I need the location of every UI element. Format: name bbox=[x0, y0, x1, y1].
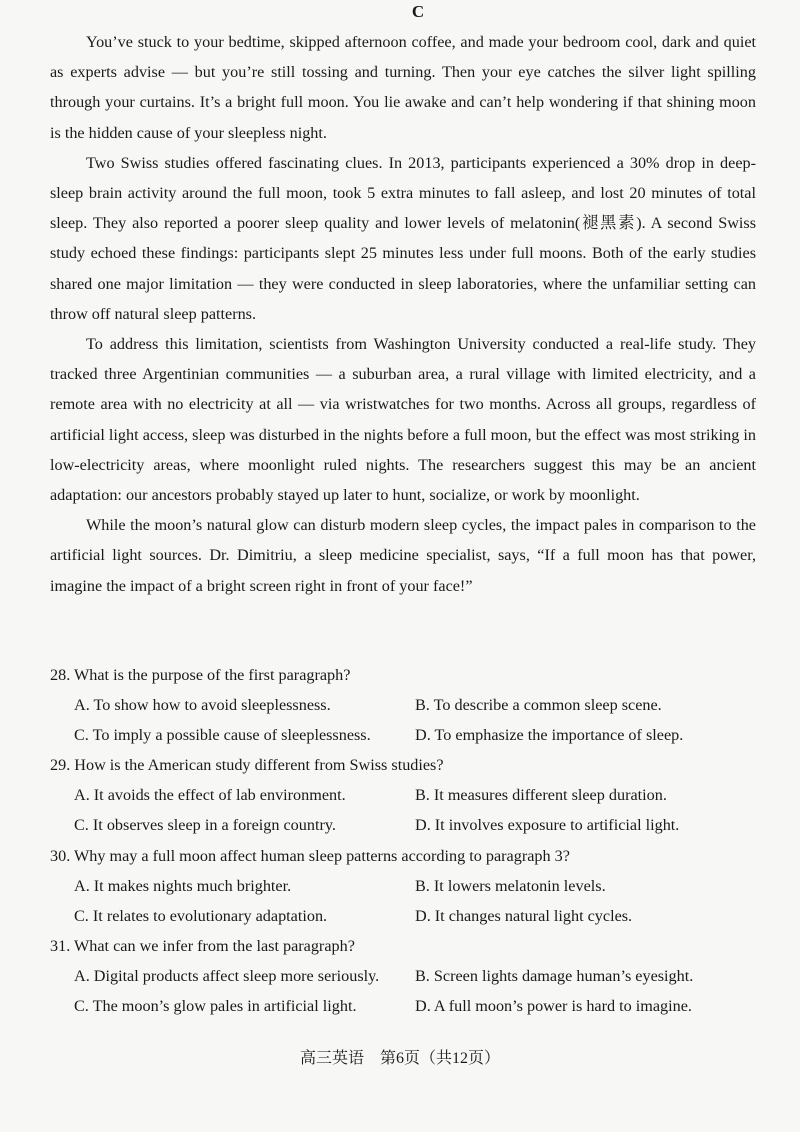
passage-paragraph-1: You’ve stuck to your bedtime, skipped afternoon coffee, and made your bedroom cool, dark and quiet as experts advise — but you’re still tossing and turning. Then your eye catches the silver light spilling through your curtains. It’s a bright full moon. You lie awake and can’t help wondering if that shining moon is the hidden cause of your sleepless night. bbox=[50, 33, 756, 142]
option-c: C. It relates to evolutionary adaptation. bbox=[74, 906, 328, 925]
option-row bbox=[50, 961, 760, 991]
question-29 bbox=[50, 750, 760, 840]
question-stem: 29. How is the American study different from Swiss studies? bbox=[50, 756, 444, 775]
question-30 bbox=[50, 841, 760, 931]
passage-paragraph-3: To address this limitation, scientists from Washington University conducted a real-life study. They tracked three Argentinian communities — a suburban area, a rural village with limited electricity, and a remote area with no electricity at all — via wristwatches for two months. Across all groups, regardless of artificial light access, sleep was disturbed in the nights before a full moon, but the effect was most striking in low-electricity areas, where moonlight ruled nights. The researchers suggest this may be an ancient adaptation: our ancestors probably stayed up later to hunt, socialize, or work by moonlight. bbox=[50, 335, 756, 505]
question-stem: 30. Why may a full moon affect human sleep patterns according to paragraph 3? bbox=[50, 846, 570, 865]
option-b: B. To describe a common sleep scene. bbox=[415, 696, 662, 715]
option-row bbox=[50, 720, 760, 750]
option-row bbox=[50, 901, 760, 931]
option-row bbox=[50, 690, 760, 720]
option-row bbox=[50, 810, 760, 840]
option-b: B. It measures different sleep duration. bbox=[415, 786, 667, 805]
page-footer: 高三英语 第6页（共12页） bbox=[299, 1050, 500, 1067]
reading-passage bbox=[50, 27, 756, 601]
option-b: B. It lowers melatonin levels. bbox=[415, 876, 606, 895]
option-row bbox=[50, 991, 760, 1021]
option-c: C. The moon’s glow pales in artificial light. bbox=[74, 997, 357, 1016]
option-row bbox=[50, 871, 760, 901]
option-row bbox=[50, 780, 760, 810]
question-28 bbox=[50, 660, 760, 750]
option-c: C. It observes sleep in a foreign country. bbox=[74, 816, 336, 835]
question-stem: 31. What can we infer from the last paragraph? bbox=[50, 936, 355, 955]
option-c: C. To imply a possible cause of sleeplessness. bbox=[74, 726, 371, 745]
option-b: B. Screen lights damage human’s eyesight. bbox=[415, 966, 694, 985]
passage-paragraph-4: While the moon’s natural glow can disturb modern sleep cycles, the impact pales in comparison to the artificial light sources. Dr. Dimitriu, a sleep medicine specialist, says, “If a full moon has that power, imagine the impact of a bright screen right in front of your face!” bbox=[50, 516, 756, 595]
option-d: D. It changes natural light cycles. bbox=[415, 906, 633, 925]
option-a: A. It avoids the effect of lab environment. bbox=[74, 786, 346, 805]
option-d: D. A full moon’s power is hard to imagine. bbox=[415, 997, 692, 1016]
question-31 bbox=[50, 931, 760, 1021]
option-a: A. Digital products affect sleep more seriously. bbox=[74, 966, 380, 985]
option-a: A. To show how to avoid sleeplessness. bbox=[74, 696, 331, 715]
passage-paragraph-2: Two Swiss studies offered fascinating clues. In 2013, participants experienced a 30% drop in deep-sleep brain activity around the full moon, took 5 extra minutes to fall asleep, and lost 20 minutes of total sleep. They also reported a poorer sleep quality and lower levels of melatonin(褪黑素). A second Swiss study echoed these findings: participants slept 25 minutes less under full moons. Both of the early studies shared one major limitation — they were conducted in sleep laboratories, where the unfamiliar setting can throw off natural sleep patterns. bbox=[50, 153, 756, 323]
option-d: D. To emphasize the importance of sleep. bbox=[415, 726, 684, 745]
question-stem: 28. What is the purpose of the first paragraph? bbox=[50, 666, 351, 684]
section-heading: C bbox=[411, 2, 425, 21]
option-d: D. It involves exposure to artificial light. bbox=[415, 816, 680, 835]
option-a: A. It makes nights much brighter. bbox=[74, 876, 292, 895]
question-list bbox=[50, 660, 760, 1021]
